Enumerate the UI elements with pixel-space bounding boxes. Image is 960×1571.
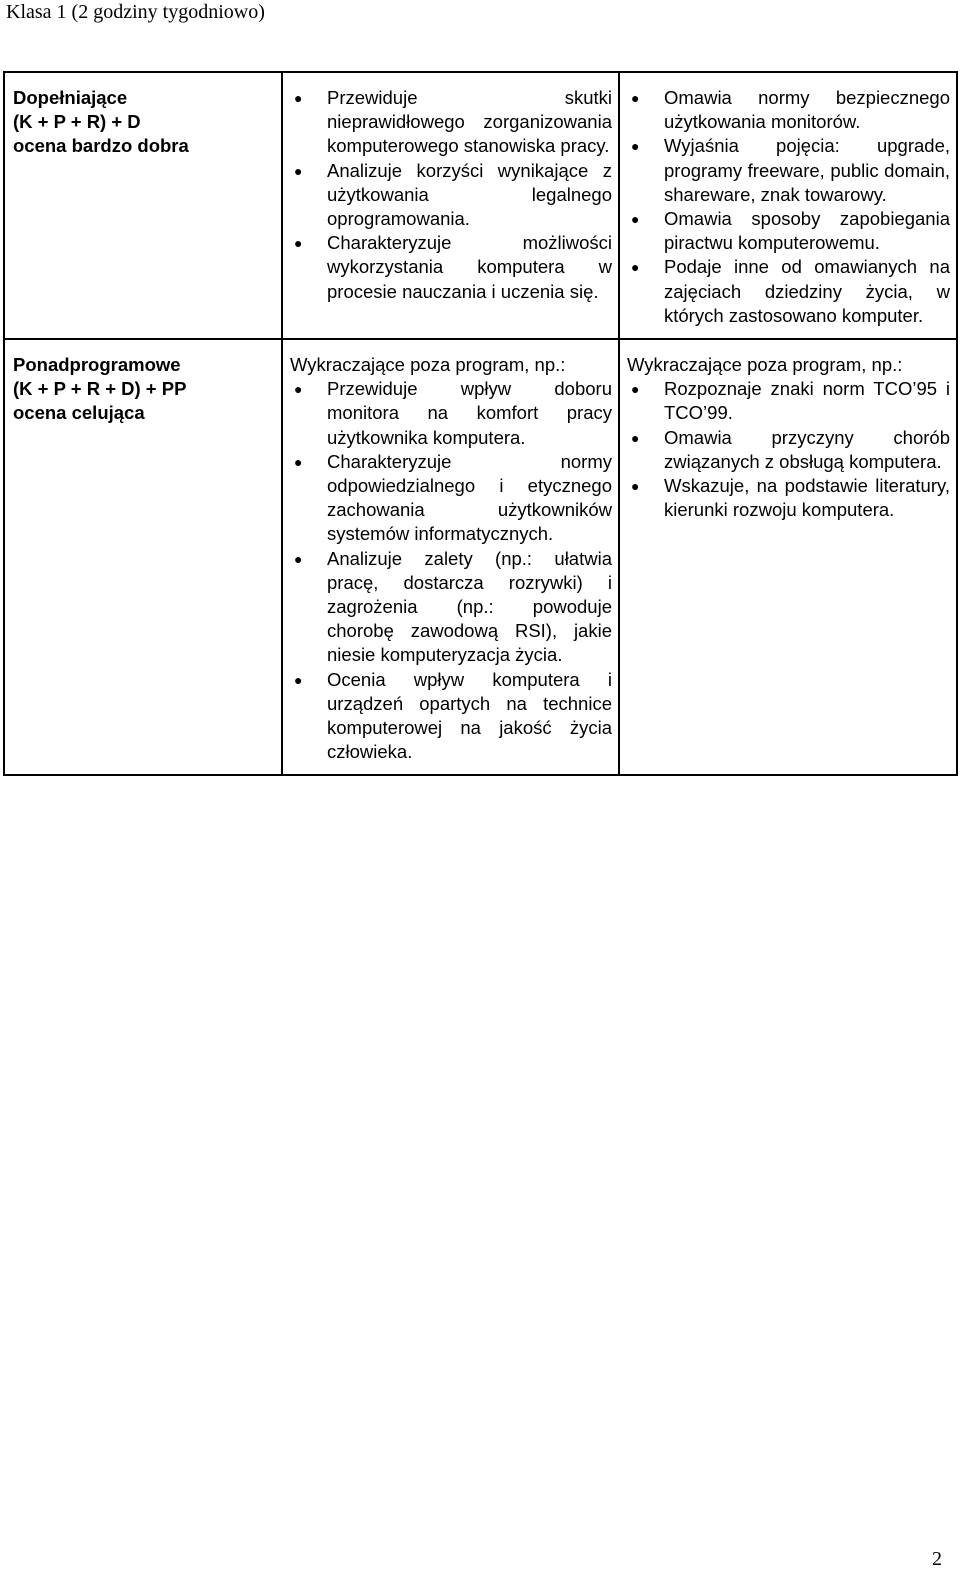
requirements-list (290, 377, 612, 764)
bullet-icon: ● (294, 671, 303, 688)
list-item: ● Charakteryzuje możliwości wykorzystania komputera w procesie nauczania i uczenia się. (294, 232, 612, 302)
list-item: ● Wskazuje, na podstawie literatury, kierunki rozwoju komputera. (631, 475, 950, 521)
bullet-icon: ● (631, 381, 640, 398)
level-grade: ocena celująca (13, 402, 145, 424)
level-cell (4, 72, 282, 339)
bullet-icon: ● (294, 381, 303, 398)
level-cell (4, 339, 282, 775)
level-formula: (K + P + R) + D (13, 111, 141, 133)
page-number: 2 (932, 1548, 942, 1570)
table-row (4, 339, 957, 775)
list-item: ● Analizuje zalety (np.: ułatwia pracę, dostarcza rozrywki) i zagrożenia (np.: powoduje chorobę zawodową RSI), jakie niesie komputeryzacja życia. (294, 547, 612, 666)
bullet-icon: ● (631, 90, 640, 106)
list-item: ● Podaje inne od omawianych na zajęciach dziedziny życia, w których zastosowano komputer. (631, 256, 950, 326)
requirements-list (290, 86, 612, 304)
bullet-icon: ● (294, 453, 303, 470)
lead-text: Wykraczające poza program, np.: (290, 354, 566, 376)
level-grade: ocena bardzo dobra (13, 135, 189, 157)
list-item: ● Analizuje korzyści wynikające z użytkowania legalnego oprogramowania. (294, 159, 612, 230)
list-item: ● Przewiduje skutki nieprawidłowego zorganizowania komputerowego stanowiska pracy. (294, 87, 612, 157)
list-item: ● Ocenia wpływ komputera i urządzeń opartych na technice komputerowej na jakość życia człowieka. (294, 668, 612, 763)
assessment-table (3, 71, 958, 776)
level-name: Dopełniające (13, 87, 128, 108)
list-item: ● Rozpoznaje znaki norm TCO’95 i TCO’99. (631, 378, 950, 424)
bullet-icon: ● (631, 259, 640, 276)
list-item: ● Przewiduje wpływ doboru monitora na komfort pracy użytkownika komputera. (294, 378, 612, 448)
page-header: Klasa 1 (2 godziny tygodniowo) (6, 1, 265, 23)
bullet-icon: ● (294, 235, 303, 252)
bullet-icon: ● (631, 138, 640, 155)
requirements-cell (619, 72, 957, 339)
requirements-list (627, 86, 950, 328)
list-item: ● Omawia normy bezpiecznego użytkowania monitorów. (631, 87, 950, 133)
requirements-cell (282, 339, 619, 775)
list-item: ● Omawia przyczyny chorób związanych z obsługą komputera. (631, 426, 950, 472)
bullet-icon: ● (294, 90, 303, 106)
bullet-icon: ● (631, 478, 640, 495)
bullet-icon: ● (294, 550, 303, 567)
requirements-list (627, 377, 950, 522)
list-item: ● Omawia sposoby zapobiegania piractwu komputerowemu. (631, 208, 950, 254)
bullet-icon: ● (294, 162, 303, 179)
level-formula: (K + P + R + D) + PP (13, 378, 187, 400)
lead-text: Wykraczające poza program, np.: (627, 354, 903, 376)
table-row (4, 72, 957, 339)
list-item: ● Charakteryzuje normy odpowiedzialnego i etycznego zachowania użytkowników systemów informatycznych. (294, 450, 612, 545)
list-item: ● Wyjaśnia pojęcia: upgrade, programy freeware, public domain, shareware, znak towarowy. (631, 135, 950, 205)
requirements-cell (619, 339, 957, 775)
bullet-icon: ● (631, 429, 640, 446)
bullet-icon: ● (631, 211, 640, 228)
level-name: Ponadprogramowe (13, 354, 181, 376)
requirements-cell (282, 72, 619, 339)
